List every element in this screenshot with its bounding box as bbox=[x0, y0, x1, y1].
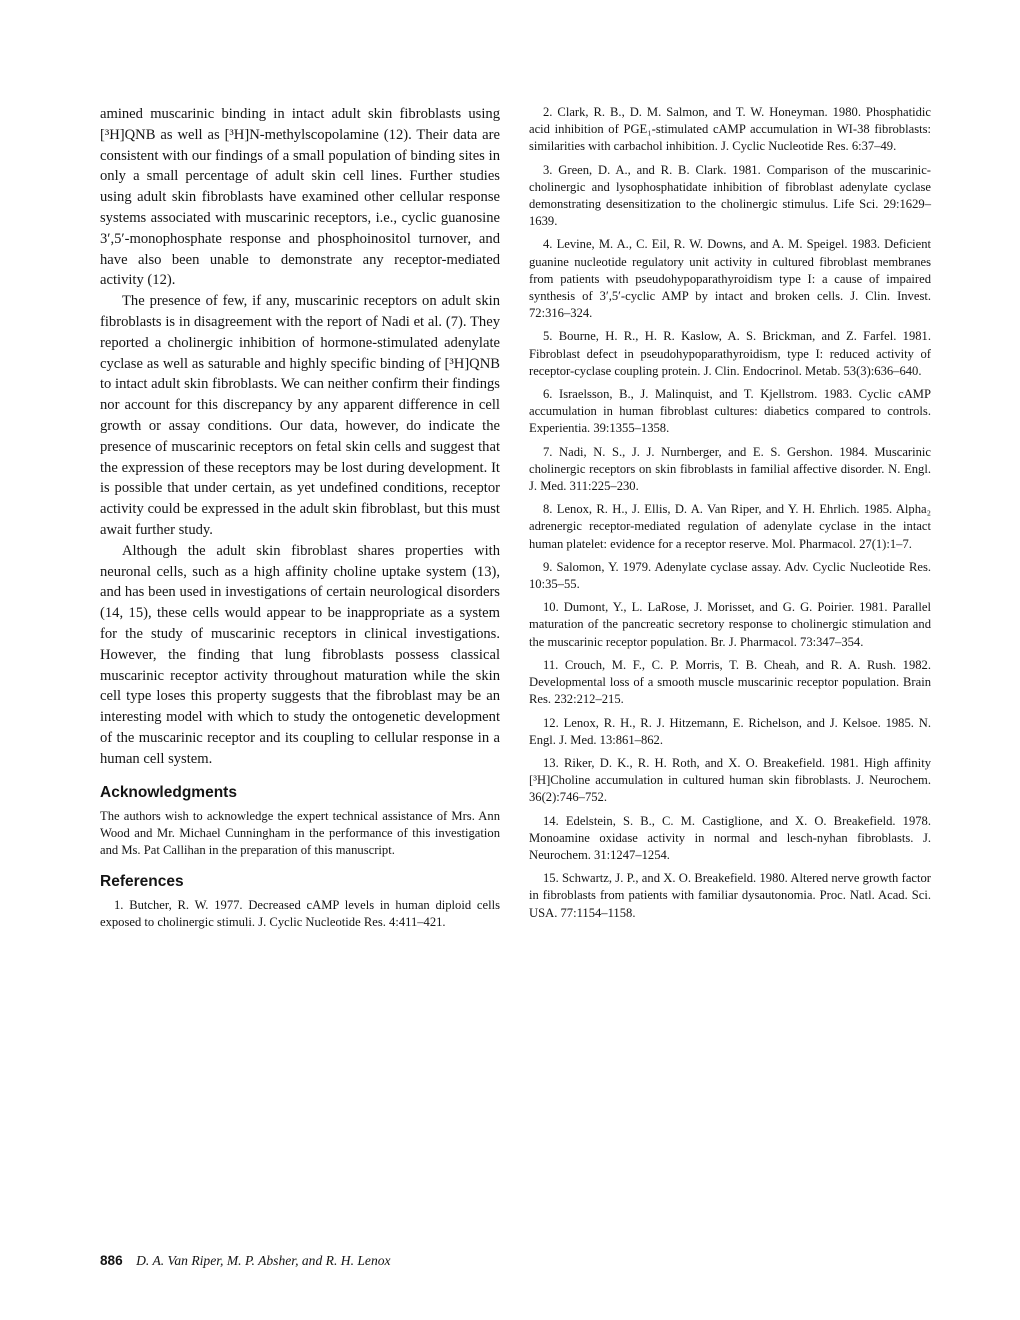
left-column bbox=[100, 104, 500, 932]
running-authors: D. A. Van Riper, M. P. Absher, and R. H. Lenox bbox=[136, 1253, 391, 1268]
acknowledgments-heading: Acknowledgments bbox=[100, 783, 237, 801]
references-heading: References bbox=[100, 873, 184, 891]
reference-item: 14. Edelstein, S. B., C. M. Castiglione, and X. O. Breakefield. 1978. Monoamine oxidase activity in normal and lesch-nyhan fibroblasts. J. Neurochem. 31:1247–1254. bbox=[529, 813, 931, 862]
reference-item: 12. Lenox, R. H., R. J. Hitzemann, E. Richelson, and J. Kelsoe. 1985. N. Engl. J. Med. 13:861–862. bbox=[529, 715, 931, 747]
page-number: 886 bbox=[100, 1253, 123, 1268]
reference-item: 2. Clark, R. B., D. M. Salmon, and T. W. Honeyman. 1980. Phosphatidic acid inhibition of PGE₁-stimulated cAMP accumulation in WI-38 fibroblasts: similarities with carbachol inhibition. J. Cyclic Nucleotide Res. 6:37–49. bbox=[529, 105, 931, 154]
body-paragraph: Although the adult skin fibroblast shares properties with neuronal cells, such as a high affinity choline uptake system (13), and has been used in investigations of certain neurological disorders (14, 15), these cells would appear to be inappropriate as a system for the study of muscarinic receptors in clinical investigations. However, the finding that lung fibroblasts possess classical muscarinic receptor activity throughout maturation while the skin cell type loses this property suggests that the fibroblast may be an interesting model with which to study the ontogenetic development of the muscarinic receptor and its coupling to cellular response in a human cell system. bbox=[100, 542, 500, 767]
body-paragraph: amined muscarinic binding in intact adult skin fibroblasts using [³H]QNB as well as [³H]N-methylscopolamine (12). Their data are consistent with our findings of a small population of binding sites in only a small percentage of adult skin cell lines. Further studies using adult skin fibroblasts have examined other cellular response systems associated with muscarinic receptors, i.e., cyclic guanosine 3′,5′-monophosphate response and phosphoinositol turnover, and have also been unable to demonstrate any receptor-mediated activity (12). bbox=[100, 106, 500, 289]
reference-item: 4. Levine, M. A., C. Eil, R. W. Downs, and A. M. Speigel. 1983. Deficient guanine nucleotide regulatory unit activity in cultured fibroblast membranes from patients with pseudohypoparathyroidism type I: a cause of impaired synthesis of 3′,5′-cyclic AMP by intact and broken cells. J. Clin. Invest. 72:316–324. bbox=[529, 237, 931, 321]
reference-item: 6. Israelsson, B., J. Malinquist, and T. Kjellstrom. 1983. Cyclic cAMP accumulation in human fibroblast cultures: diabetics compared to controls. Experientia. 39:1355–1358. bbox=[529, 387, 931, 436]
body-paragraph: The presence of few, if any, muscarinic receptors on adult skin fibroblasts is in disagreement with the report of Nadi et al. (7). They reported a cholinergic inhibition of hormone-stimulated adenylate cyclase as well as saturable and highly specific binding of [³H]QNB to intact adult skin fibroblasts. We can neither confirm their findings nor account for this discrepancy by any apparent difference in cell growth or assay conditions. Our data, however, do indicate the presence of muscarinic receptors on fetal skin cells and suggest that the expression of these receptors may be lost during development. It is possible that under certain, as yet undefined conditions, receptor activity could be expressed in the adult skin fibroblast, but this must await further study. bbox=[100, 293, 500, 538]
acknowledgments-text: The authors wish to acknowledge the expert technical assistance of Mrs. Ann Wood and Mr. Michael Cunningham in the performance of this investigation and Ms. Pat Callihan in the preparation of this manuscript. bbox=[100, 808, 500, 857]
reference-item: 11. Crouch, M. F., C. P. Morris, T. B. Cheah, and R. A. Rush. 1982. Developmental loss of a smooth muscle muscarinic receptor population. Brain Res. 232:212–215. bbox=[529, 657, 931, 707]
page-footer bbox=[100, 1253, 391, 1269]
reference-item: 1. Butcher, R. W. 1977. Decreased cAMP levels in human diploid cells exposed to cholinergic stimuli. J. Cyclic Nucleotide Res. 4:411–421. bbox=[100, 898, 500, 930]
reference-item: 7. Nadi, N. S., J. J. Nurnberger, and E. S. Gershon. 1984. Muscarinic cholinergic receptors on skin fibroblasts in familial affective disorder. N. Engl. J. Med. 311:225–230. bbox=[529, 444, 931, 494]
reference-item: 15. Schwartz, J. P., and X. O. Breakefield. 1980. Altered nerve growth factor in fibroblasts from patients with familiar dysautonomia. Proc. Natl. Acad. Sci. USA. 77:1154–1158. bbox=[529, 871, 931, 920]
reference-item: 13. Riker, D. K., R. H. Roth, and X. O. Breakefield. 1981. High affinity [³H]Choline accumulation in cultured human skin fibroblasts. J. Neurochem. 36(2):746–752. bbox=[529, 755, 931, 805]
reference-item: 3. Green, D. A., and R. B. Clark. 1981. Comparison of the muscarinic-cholinergic and lysophosphatidate inhibition of fibroblast adenylate cyclase demonstrating desensitization to the cholinergic stimulus. Life Sci. 29:1629–1639. bbox=[529, 162, 931, 229]
right-column bbox=[529, 104, 931, 922]
reference-item: 10. Dumont, Y., L. LaRose, J. Morisset, and G. G. Poirier. 1981. Parallel maturation of the pancreatic secretory response to cholinergic stimulation and the muscarinic receptor population. Br. J. Pharmacol. 73:347–354. bbox=[529, 600, 931, 649]
reference-item: 5. Bourne, H. R., H. R. Kaslow, A. S. Brickman, and Z. Farfel. 1981. Fibroblast defect in pseudohypoparathyroidism, type I: reduced activity of receptor-cyclase coupling protein. J. Clin. Endocrinol. Metab. 53(3):636–640. bbox=[529, 329, 931, 378]
reference-item: 9. Salomon, Y. 1979. Adenylate cyclase assay. Adv. Cyclic Nucleotide Res. 10:35–55. bbox=[529, 559, 931, 592]
reference-item: 8. Lenox, R. H., J. Ellis, D. A. Van Riper, and Y. H. Ehrlich. 1985. Alpha₂ adrenergic receptor-mediated regulation of adenylate cyclase in the intact human platelet: evidence for a receptor reserve. Mol. Pharmacol. 27(1):1–7. bbox=[529, 502, 931, 551]
